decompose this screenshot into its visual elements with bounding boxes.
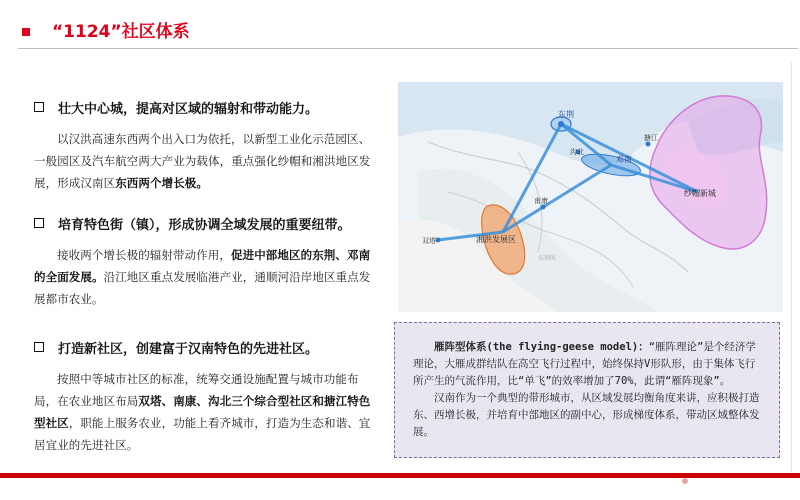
section-body: 接收两个增长极的辐射带动作用，促进中部地区的东荆、邓南的全面发展。沿江地区重点发展临港产业，通顺河沿岸地区重点发展都市农业。 bbox=[34, 248, 371, 306]
label-goubei: 沟北 bbox=[570, 148, 584, 156]
dongjing-node bbox=[558, 121, 564, 127]
checkbox-bullet-icon bbox=[34, 102, 44, 112]
checkbox-bullet-icon bbox=[34, 218, 44, 228]
label-nankang: 南康 bbox=[534, 197, 548, 205]
footer-bar bbox=[0, 473, 800, 478]
flying-geese-note bbox=[394, 322, 780, 458]
right-divider bbox=[791, 62, 792, 472]
section-body: 以汉洪高速东西两个出入口为依托，以新型工业化示范园区、一般园区及汽车航空两大产业为载体，重点强化纱帽和湘洪地区发展，形成汉南区东西两个增长极。 bbox=[34, 132, 371, 190]
shuangta-node bbox=[436, 238, 441, 243]
label-dengnan: 邓南 bbox=[616, 155, 632, 164]
checkbox-bullet-icon bbox=[34, 342, 44, 352]
section-heading: 培育特色街（镇），形成协调全域发展的重要纽带。 bbox=[34, 217, 380, 235]
nankang-node bbox=[541, 205, 546, 210]
label-river: 东荆河 bbox=[538, 255, 557, 262]
title-divider bbox=[18, 48, 798, 49]
section-body: 按照中等城市社区的标准，统筹交通设施配置与城市功能布局，在农业地区布局双塔、南康、沟北三个综合型社区和搪江特色型社区，职能上服务农业，功能上看齐城市，打造为生态和谐、宜居宜业的先进社区。 bbox=[34, 372, 371, 452]
label-xiangjiang: 搪江 bbox=[644, 134, 658, 142]
footer-marker bbox=[682, 478, 688, 484]
title-bar bbox=[0, 0, 800, 64]
page-title: “1124”社区体系 bbox=[52, 22, 190, 42]
note-paragraph: 汉南作为一个典型的带形城市，从区域发展均衡角度来讲，应积极打造东、西增长极，并培育中部地区的副中心，形成梯度体系，带动区域整体发展。 bbox=[413, 392, 760, 438]
section-heading: 壮大中心城，提高对区域的辐射和带动能力。 bbox=[34, 101, 380, 119]
title-bullet-icon bbox=[22, 28, 30, 36]
section-central-city bbox=[34, 101, 380, 194]
note-paragraph: 雁阵型体系(the flying-geese model)：“雁阵理论”是个经济学理论，大雁成群结队在高空飞行过程中，始终保持V形队形，由于集体飞行所产生的气流作用，比“单飞”的效率增加了70%，此谓“雁阵现象”。 bbox=[413, 341, 756, 387]
label-xianghong: 湘洪发展区 bbox=[476, 235, 516, 244]
section-heading: 打造新社区，创建富于汉南特色的先进社区。 bbox=[34, 341, 380, 359]
section-new-communities bbox=[34, 341, 380, 456]
xiangjiang-node bbox=[646, 142, 651, 147]
region-map bbox=[398, 82, 783, 312]
label-dongjing: 东荆 bbox=[558, 110, 574, 119]
section-featured-towns bbox=[34, 217, 380, 310]
label-shuangta: 双塔 bbox=[422, 237, 436, 245]
label-shamao: 纱帽新城 bbox=[684, 189, 716, 198]
